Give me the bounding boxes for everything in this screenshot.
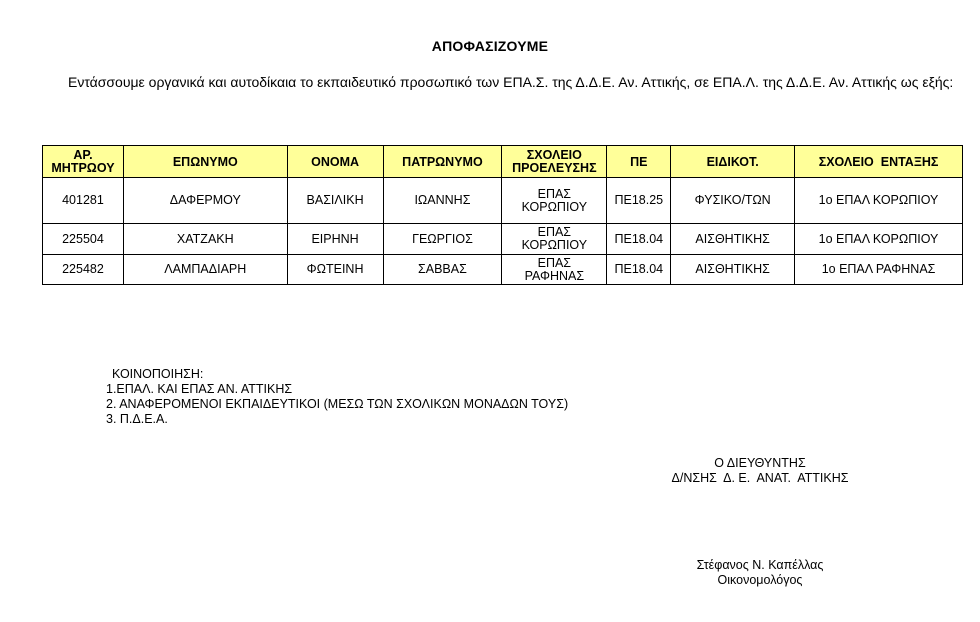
cell-target-school: 1ο ΕΠΑΛ ΚΟΡΩΠΙΟΥ (795, 224, 963, 255)
cell-surname: ΧΑΤΖΑΚΗ (123, 224, 287, 255)
cell-name: ΦΩΤΕΙΝΗ (287, 255, 383, 285)
header-specialty: ΕΙΔΙΚΟΤ. (671, 146, 795, 178)
header-registry-number (43, 146, 124, 178)
signatory-details (600, 558, 920, 588)
cell-specialty: ΦΥΣΙΚΟ/ΤΩΝ (671, 178, 795, 224)
notification-item: 3. Π.Δ.Ε.Α. (106, 412, 168, 426)
table-header-row (43, 146, 963, 178)
cell-target-school: 1ο ΕΠΑΛ ΡΑΦΗΝΑΣ (795, 255, 963, 285)
cell-origin-school-line1: ΕΠΑΣ (537, 186, 572, 201)
header-origin-school-line2: ΠΡΟΕΛΕΥΣΗΣ (512, 160, 597, 175)
cell-name: ΕΙΡΗΝΗ (287, 224, 383, 255)
header-father-name: ΠΑΤΡΩΝΥΜΟ (383, 146, 502, 178)
cell-origin-school (502, 255, 607, 285)
cell-surname: ΔΑΦΕΡΜΟΥ (123, 178, 287, 224)
notification-item: 2. ΑΝΑΦΕΡΟΜΕΝΟΙ ΕΚΠΑΙΔΕΥΤΙΚΟΙ (ΜΕΣΩ ΤΩΝ ΣΧΟΛΙΚΩΝ ΜΟΝΑΔΩΝ ΤΟΥΣ) (106, 397, 569, 411)
cell-specialty: ΑΙΣΘΗΤΙΚΗΣ (671, 255, 795, 285)
header-registry-number-line1: ΑΡ. (73, 147, 93, 162)
header-origin-school (502, 146, 607, 178)
header-origin-school-line1: ΣΧΟΛΕΙΟ (526, 147, 582, 162)
intro-paragraph: Εντάσσουμε οργανικά και αυτοδίκαια το εκπαιδευτικό προσωπικό των ΕΠΑ.Σ. της Δ.Δ.Ε. Αν. Αττικής, σε ΕΠΑ.Λ. της Δ.Δ.Ε. Αν. Αττικής ως εξής: (68, 74, 954, 90)
cell-pe-branch: ΠΕ18.25 (607, 178, 671, 224)
header-pe-branch: ΠΕ (607, 146, 671, 178)
cell-origin-school-line1: ΕΠΑΣ (537, 225, 572, 239)
staff-table (42, 145, 963, 285)
cell-origin-school (502, 178, 607, 224)
signatory-name: Στέφανος Ν. Καπέλλας (696, 558, 824, 572)
cell-origin-school (502, 224, 607, 255)
header-name: ΟΝΟΜΑ (287, 146, 383, 178)
decision-heading: ΑΠΟΦΑΣΙΖΟΥΜΕ (431, 38, 549, 54)
notification-list (106, 367, 568, 427)
cell-origin-school-line2: ΡΑΦΗΝΑΣ (524, 268, 585, 283)
table-row (43, 255, 963, 285)
cell-father-name: ΓΕΩΡΓΙΟΣ (383, 224, 502, 255)
table-row (43, 224, 963, 255)
cell-origin-school-line1: ΕΠΑΣ (537, 255, 572, 270)
cell-origin-school-line2: ΚΟΡΩΠΙΟΥ (521, 238, 588, 252)
signatory-title: Οικονομολόγος (717, 573, 803, 587)
cell-father-name: ΙΩΑΝΝΗΣ (383, 178, 502, 224)
header-target-school: ΣΧΟΛΕΙΟ ΕΝΤΑΞΗΣ (795, 146, 963, 178)
signatory-department: Δ/ΝΣΗΣ Δ. Ε. ΑΝΑΤ. ΑΤΤΙΚΗΣ (671, 471, 849, 485)
cell-registry-number: 401281 (43, 178, 124, 224)
cell-origin-school-line2: ΚΟΡΩΠΙΟΥ (521, 199, 588, 214)
header-surname: ΕΠΩΝΥΜΟ (123, 146, 287, 178)
signature-block (600, 456, 920, 486)
cell-registry-number: 225504 (43, 224, 124, 255)
notification-title: ΚΟΙΝΟΠΟΙΗΣΗ: (112, 367, 204, 381)
notification-item: 1.ΕΠΑΛ. ΚΑΙ ΕΠΑΣ ΑΝ. ΑΤΤΙΚΗΣ (106, 382, 293, 396)
cell-specialty: ΑΙΣΘΗΤΙΚΗΣ (671, 224, 795, 255)
header-registry-number-line2: ΜΗΤΡΩΟΥ (51, 160, 115, 175)
signatory-role: Ο ΔΙΕΥΘΥΝΤΗΣ (714, 456, 806, 470)
cell-pe-branch: ΠΕ18.04 (607, 224, 671, 255)
cell-surname: ΛΑΜΠΑΔΙΑΡΗ (123, 255, 287, 285)
cell-father-name: ΣΑΒΒΑΣ (383, 255, 502, 285)
cell-name: ΒΑΣΙΛΙΚΗ (287, 178, 383, 224)
cell-target-school: 1ο ΕΠΑΛ ΚΟΡΩΠΙΟΥ (795, 178, 963, 224)
cell-pe-branch: ΠΕ18.04 (607, 255, 671, 285)
table-row (43, 178, 963, 224)
cell-registry-number: 225482 (43, 255, 124, 285)
